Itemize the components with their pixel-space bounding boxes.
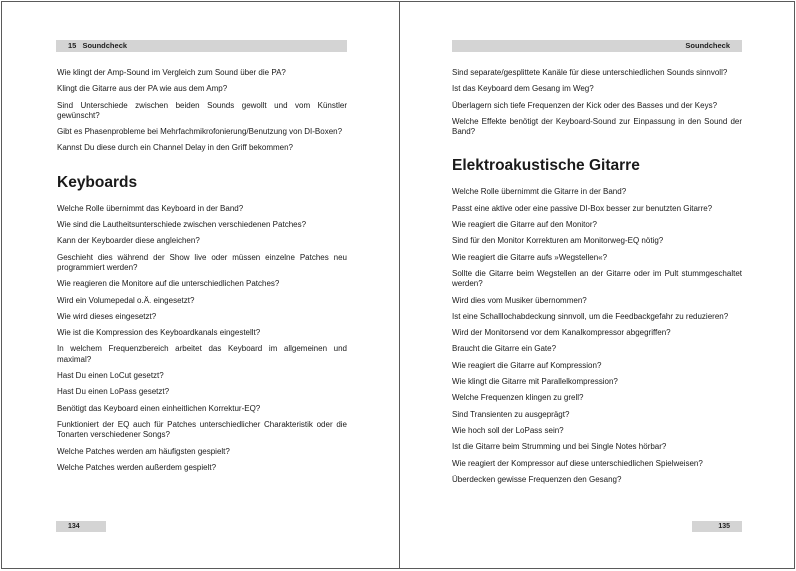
question-item: Ist die Gitarre beim Strumming und bei Single Notes hörbar? <box>452 442 667 452</box>
question-item: Braucht die Gitarre ein Gate? <box>452 344 557 354</box>
question-item: Ist eine Schalllochabdeckung sinnvoll, um die Feedbackgefahr zu reduzieren? <box>452 311 729 321</box>
question-item: Funktioniert der EQ auch für Patches unterschiedlicher Charakteristik oder die Tonarten verschiedener Songs? <box>57 419 347 440</box>
question-item: Wird dies vom Musiker übernommen? <box>452 295 587 305</box>
question-item: Überdecken gewisse Frequenzen den Gesang? <box>452 474 622 484</box>
question-item: Welche Effekte benötigt der Keyboard-Sound zur Einpassung in den Sound der Band? <box>452 116 742 137</box>
question-item: Benötigt das Keyboard einen einheitlichen Korrektur-EQ? <box>57 403 261 413</box>
question-item: Wie reagiert der Kompressor auf diese unterschiedlichen Spielweisen? <box>452 458 703 468</box>
question-item: Wie klingt die Gitarre mit Parallelkompression? <box>452 377 618 387</box>
question-item: Geschieht dies während der Show live oder müssen einzelne Patches neu programmiert werden? <box>57 252 347 272</box>
chapter-name: Soundcheck <box>82 41 128 50</box>
question-item: Sind Unterschiede zwischen beiden Sounds gewollt und vom Künstler gewünscht? <box>57 100 347 120</box>
page-content <box>57 68 347 479</box>
question-item: Sind Transienten zu ausgeprägt? <box>452 409 570 419</box>
question-item: Wie reagiert die Gitarre auf den Monitor? <box>452 220 597 230</box>
question-item: Überlagern sich tiefe Frequenzen der Kick oder des Basses und der Keys? <box>452 100 718 110</box>
question-item: Gibt es Phasenprobleme bei Mehrfachmikrofonierung/Benutzung von DI-Boxen? <box>57 127 343 137</box>
question-item: Welche Patches werden am häufigsten gespielt? <box>57 446 230 456</box>
question-item: Welche Rolle übernimmt die Gitarre in der Band? <box>452 187 627 197</box>
section-question-list <box>452 187 742 485</box>
question-item: Kannst Du diese durch ein Channel Delay in den Griff bekommen? <box>57 143 293 153</box>
section-title: Elektroakustische Gitarre <box>452 157 640 175</box>
question-item: Wird der Monitorsend vor dem Kanalkompressor abgegriffen? <box>452 328 671 338</box>
question-item: Welche Frequenzen klingen zu grell? <box>452 393 584 403</box>
question-item: Hast Du einen LoPass gesetzt? <box>57 387 170 397</box>
right-page <box>400 2 796 568</box>
question-item: Wie reagiert die Gitarre auf Kompression? <box>452 360 602 370</box>
question-item: Wie hoch soll der LoPass sein? <box>452 425 564 435</box>
page-number: 135 <box>692 521 742 532</box>
question-item: Wie reagieren die Monitore auf die unterschiedlichen Patches? <box>57 279 280 289</box>
section-question-list <box>57 204 347 473</box>
question-item: Wie klingt der Amp-Sound im Vergleich zum Sound über die PA? <box>57 68 286 77</box>
question-item: In welchem Frequenzbereich arbeitet das Keyboard im allgemeinen und maximal? <box>57 344 347 364</box>
question-item: Wird ein Volumepedal o.Ä. eingesetzt? <box>57 295 195 305</box>
running-header <box>452 40 742 52</box>
question-item: Welche Rolle übernimmt das Keyboard in der Band? <box>57 203 244 213</box>
question-item: Wie sind die Lautheitsunterschiede zwischen verschiedenen Patches? <box>57 220 307 230</box>
chapter-number: 15 <box>68 41 77 50</box>
question-item: Wie reagiert die Gitarre aufs »Wegstellen«? <box>452 252 608 262</box>
question-item: Ist das Keyboard dem Gesang im Weg? <box>452 84 594 94</box>
question-item: Sind separate/gesplittete Kanäle für diese unterschiedlichen Sounds sinnvoll? <box>452 68 728 77</box>
section-title: Keyboards <box>57 173 138 191</box>
question-item: Klingt die Gitarre aus der PA wie aus dem Amp? <box>57 84 228 94</box>
question-item: Kann der Keyboarder diese angleichen? <box>57 236 200 246</box>
chapter-name: Soundcheck <box>685 41 730 50</box>
question-item: Hast Du einen LoCut gesetzt? <box>57 371 164 381</box>
question-item: Wie ist die Kompression des Keyboardkanals eingestellt? <box>57 328 261 338</box>
book-spread <box>1 1 795 569</box>
running-header <box>56 40 347 52</box>
question-item: Sind für den Monitor Korrekturen am Monitorweg-EQ nötig? <box>452 236 664 246</box>
page-content <box>452 68 742 491</box>
question-item: Wie wird dieses eingesetzt? <box>57 311 157 321</box>
left-page <box>2 2 398 568</box>
intro-question-list <box>57 68 347 154</box>
intro-question-list <box>452 68 742 137</box>
question-item: Welche Patches werden außerdem gespielt? <box>57 462 217 472</box>
question-item: Sollte die Gitarre beim Wegstellen an der Gitarre oder im Pult stummgeschaltet werden? <box>452 268 742 289</box>
question-item: Passt eine aktive oder eine passive DI-Box besser zur benutzten Gitarre? <box>452 203 713 213</box>
page-number: 134 <box>56 521 106 532</box>
